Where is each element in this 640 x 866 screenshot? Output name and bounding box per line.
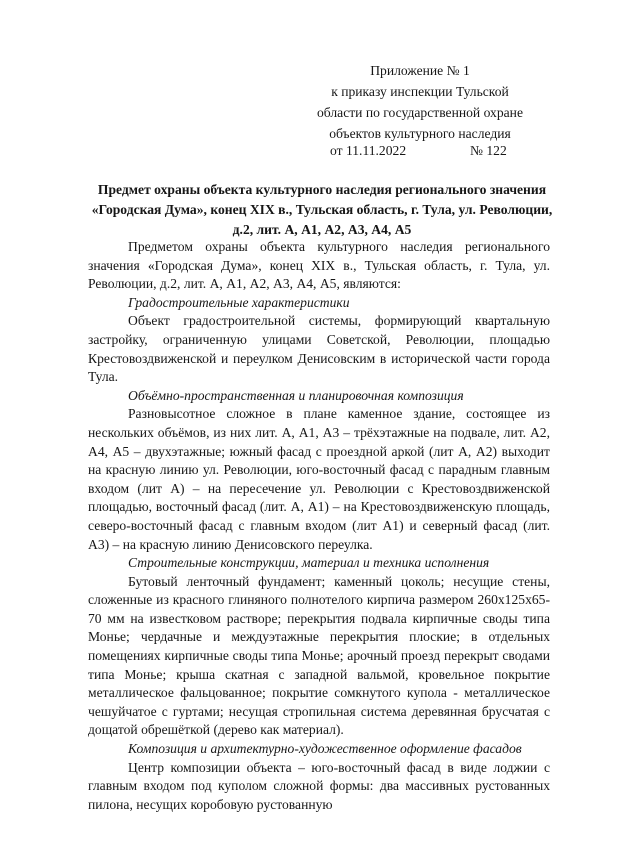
order-number: № 122 [470,143,507,158]
section-heading: Строительные конструкции, материал и техника исполнения [128,555,490,571]
order-line: объектов культурного наследия [329,126,511,141]
order-date: от 11.11.2022 [330,143,407,158]
section-paragraph: Объект градостроительной системы, формирующий квартальную застройку, ограниченную улицами Советской, Революции, площадью Крестовоздвиженской и переулком Денисовским в исторической части города Тула. [88,313,550,385]
section-heading: Объёмно-пространственная и планировочная композиция [128,387,464,403]
document-title: Предмет охраны объекта культурного наследия регионального значения «Городская Дума», конец XIX в., Тульская область, г. Тула, ул. Революции, д.2, лит. А, А1, А2, А3, А4, А5 [91,182,553,237]
intro-paragraph: Предметом охраны объекта культурного наследия регионального значения «Городская Дума», конец XIX в., Тульская область, г. Тула, ул. Революции, д.2, лит. А, А1, А2, А3, А4, А5, являются: [88,239,550,292]
order-line: области по государственной охране [317,105,523,120]
section-heading: Градостроительные характеристики [128,294,350,310]
appendix-header [290,60,550,144]
appendix-line: Приложение № 1 [370,63,470,78]
section-heading: Композиция и архитектурно-художественное оформление фасадов [128,741,522,757]
section-paragraph: Бутовый ленточный фундамент; каменный цоколь; несущие стены, сложенные из красного глиняного полнотелого кирпича размером 260х125х65-70 мм на известковом растворе; перекрытия подвала кирпичные своды типа Монье; чердачные и междуэтажные перекрытия плоские; в отдельных помещениях кирпичные своды типа Монье; арочный проезд перекрыт сводами типа Монье; крыша скатная с западной вальмой, кровельное покрытие металлическое фальцованное; покрытие сомкнутого купола - металлическое чешуйчатое с гуртами; несущая стропильная система деревянная брусчатая с дощатой обрешёткой (дерево как материал). [88,573,550,738]
document-body [88,238,550,814]
order-line: к приказу инспекции Тульской [331,84,509,99]
section-paragraph: Центр композиции объекта – юго-восточный фасад в виде лоджии с главным входом под куполом сложной формы: два массивных рустованных пилона, несущих коробовую рустованную [88,759,550,812]
section-paragraph: Разновысотное сложное в плане каменное здание, состоящее из нескольких объёмов, из них лит. А, А1, А3 – трёхэтажные на подвале, лит. А2, А4, А5 – двухэтажные; южный фасад с проездной аркой (лит А, А2) выходит на красную линию ул. Революции, юго-восточный фасад с парадным главным входом (лит А) – на пересечение ул. Революции с Крестовоздвиженской площадью, восточный фасад (лит. А, А1) – на Крестовоздвиженскую площадь, северо-восточный фасад с главным входом (лит А1) и северный фасад (лит. А3) – на красную линию Денисовского переулка. [88,406,550,552]
